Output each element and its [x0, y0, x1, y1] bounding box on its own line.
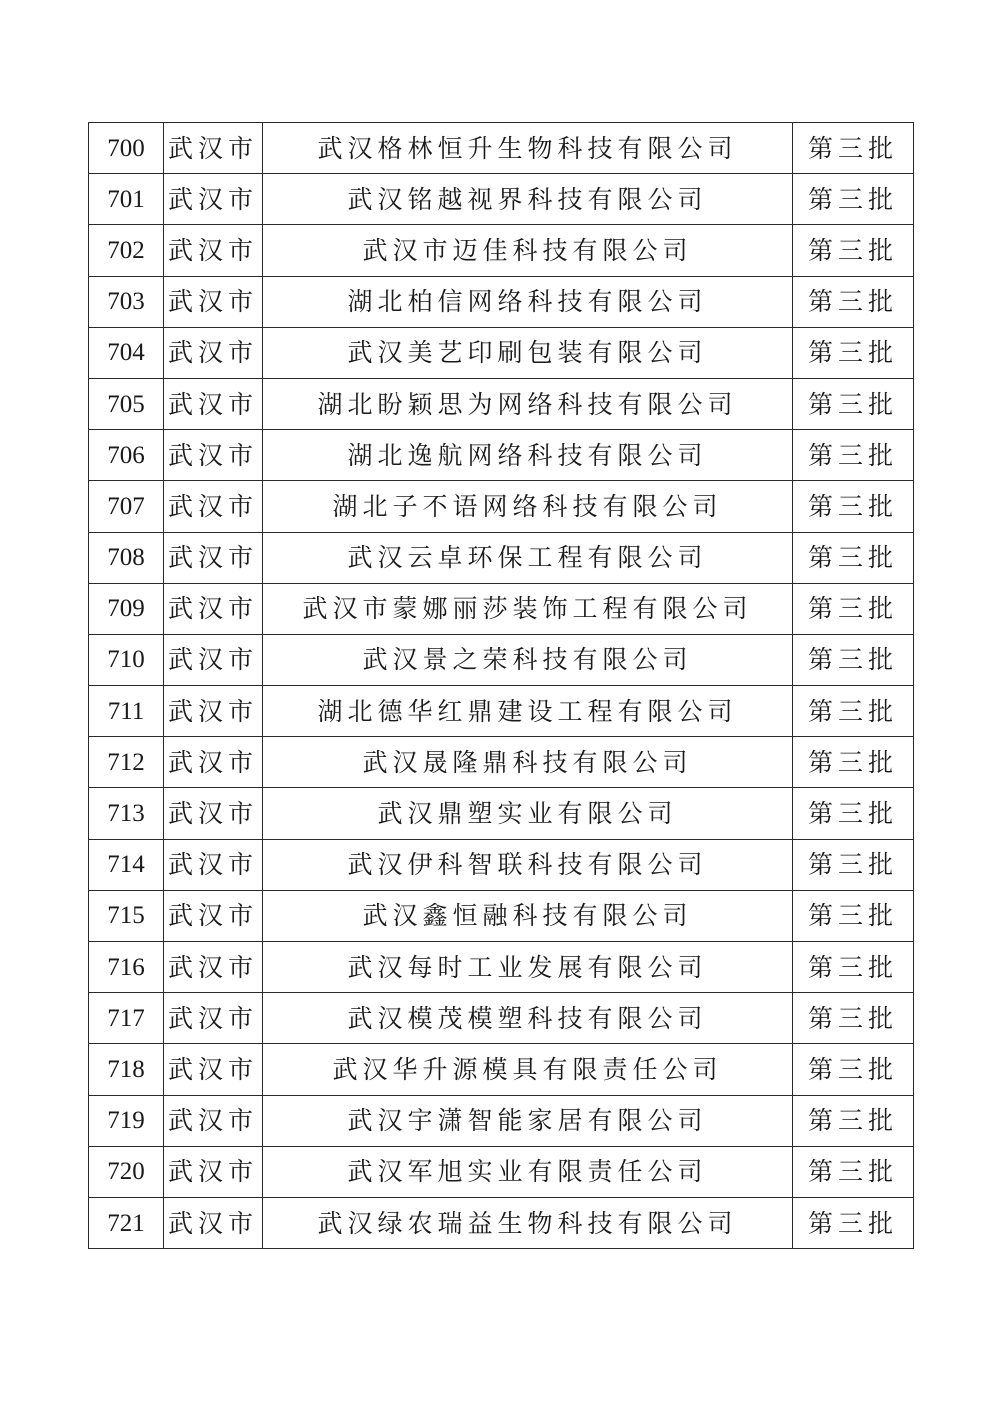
company-name-cell: 武汉晟隆鼎科技有限公司 — [263, 737, 793, 788]
row-number-cell: 707 — [89, 481, 164, 532]
table-row — [89, 583, 914, 634]
company-name-cell: 武汉美艺印刷包装有限公司 — [263, 327, 793, 378]
batch-cell: 第三批 — [793, 942, 914, 993]
company-name-cell: 武汉鑫恒融科技有限公司 — [263, 890, 793, 941]
table-row — [89, 1146, 914, 1197]
batch-cell: 第三批 — [793, 1146, 914, 1197]
company-name-cell: 武汉格林恒升生物科技有限公司 — [263, 123, 793, 174]
city-cell: 武汉市 — [164, 583, 263, 634]
table-row — [89, 686, 914, 737]
company-name-cell: 武汉鼎塑实业有限公司 — [263, 788, 793, 839]
company-name-cell: 武汉宇潇智能家居有限公司 — [263, 1095, 793, 1146]
company-name-cell: 武汉市迈佳科技有限公司 — [263, 225, 793, 276]
company-name-cell: 武汉景之荣科技有限公司 — [263, 634, 793, 685]
company-name-cell: 武汉模茂模塑科技有限公司 — [263, 993, 793, 1044]
batch-cell: 第三批 — [793, 532, 914, 583]
table-row — [89, 225, 914, 276]
batch-cell: 第三批 — [793, 737, 914, 788]
batch-cell: 第三批 — [793, 327, 914, 378]
company-name-cell: 武汉云卓环保工程有限公司 — [263, 532, 793, 583]
batch-cell: 第三批 — [793, 378, 914, 429]
row-number-cell: 702 — [89, 225, 164, 276]
row-number-cell: 709 — [89, 583, 164, 634]
city-cell: 武汉市 — [164, 634, 263, 685]
row-number-cell: 718 — [89, 1044, 164, 1095]
batch-cell: 第三批 — [793, 1044, 914, 1095]
batch-cell: 第三批 — [793, 583, 914, 634]
table-row — [89, 1044, 914, 1095]
table-row — [89, 1095, 914, 1146]
company-name-cell: 湖北盼颖思为网络科技有限公司 — [263, 378, 793, 429]
city-cell: 武汉市 — [164, 839, 263, 890]
row-number-cell: 705 — [89, 378, 164, 429]
batch-cell: 第三批 — [793, 634, 914, 685]
table-body — [89, 123, 914, 1249]
table-row — [89, 942, 914, 993]
table-row — [89, 378, 914, 429]
city-cell: 武汉市 — [164, 942, 263, 993]
row-number-cell: 719 — [89, 1095, 164, 1146]
city-cell: 武汉市 — [164, 890, 263, 941]
batch-cell: 第三批 — [793, 225, 914, 276]
table-row — [89, 327, 914, 378]
batch-cell: 第三批 — [793, 1197, 914, 1248]
city-cell: 武汉市 — [164, 327, 263, 378]
city-cell: 武汉市 — [164, 1095, 263, 1146]
row-number-cell: 716 — [89, 942, 164, 993]
company-name-cell: 武汉市蒙娜丽莎装饰工程有限公司 — [263, 583, 793, 634]
batch-cell: 第三批 — [793, 890, 914, 941]
city-cell: 武汉市 — [164, 378, 263, 429]
company-name-cell: 武汉军旭实业有限责任公司 — [263, 1146, 793, 1197]
batch-cell: 第三批 — [793, 839, 914, 890]
table-row — [89, 839, 914, 890]
row-number-cell: 706 — [89, 430, 164, 481]
table-row — [89, 737, 914, 788]
city-cell: 武汉市 — [164, 430, 263, 481]
city-cell: 武汉市 — [164, 686, 263, 737]
table-row — [89, 1197, 914, 1248]
city-cell: 武汉市 — [164, 481, 263, 532]
table-row — [89, 481, 914, 532]
row-number-cell: 713 — [89, 788, 164, 839]
row-number-cell: 714 — [89, 839, 164, 890]
table-row — [89, 993, 914, 1044]
city-cell: 武汉市 — [164, 225, 263, 276]
table-row — [89, 430, 914, 481]
company-name-cell: 武汉每时工业发展有限公司 — [263, 942, 793, 993]
company-name-cell: 湖北子不语网络科技有限公司 — [263, 481, 793, 532]
batch-cell: 第三批 — [793, 1095, 914, 1146]
company-name-cell: 武汉铭越视界科技有限公司 — [263, 174, 793, 225]
row-number-cell: 711 — [89, 686, 164, 737]
row-number-cell: 715 — [89, 890, 164, 941]
batch-cell: 第三批 — [793, 993, 914, 1044]
row-number-cell: 703 — [89, 276, 164, 327]
city-cell: 武汉市 — [164, 123, 263, 174]
row-number-cell: 721 — [89, 1197, 164, 1248]
company-list-table — [88, 122, 914, 1249]
city-cell: 武汉市 — [164, 737, 263, 788]
table-row — [89, 123, 914, 174]
row-number-cell: 712 — [89, 737, 164, 788]
batch-cell: 第三批 — [793, 174, 914, 225]
batch-cell: 第三批 — [793, 788, 914, 839]
company-name-cell: 湖北逸航网络科技有限公司 — [263, 430, 793, 481]
city-cell: 武汉市 — [164, 993, 263, 1044]
table-row — [89, 174, 914, 225]
batch-cell: 第三批 — [793, 123, 914, 174]
batch-cell: 第三批 — [793, 430, 914, 481]
company-name-cell: 武汉伊科智联科技有限公司 — [263, 839, 793, 890]
city-cell: 武汉市 — [164, 276, 263, 327]
table-row — [89, 532, 914, 583]
table-row — [89, 634, 914, 685]
row-number-cell: 710 — [89, 634, 164, 685]
row-number-cell: 704 — [89, 327, 164, 378]
row-number-cell: 708 — [89, 532, 164, 583]
company-name-cell: 湖北柏信网络科技有限公司 — [263, 276, 793, 327]
table-row — [89, 890, 914, 941]
city-cell: 武汉市 — [164, 1197, 263, 1248]
city-cell: 武汉市 — [164, 788, 263, 839]
city-cell: 武汉市 — [164, 532, 263, 583]
batch-cell: 第三批 — [793, 276, 914, 327]
city-cell: 武汉市 — [164, 1146, 263, 1197]
table-row — [89, 788, 914, 839]
city-cell: 武汉市 — [164, 1044, 263, 1095]
batch-cell: 第三批 — [793, 686, 914, 737]
row-number-cell: 701 — [89, 174, 164, 225]
row-number-cell: 717 — [89, 993, 164, 1044]
table-row — [89, 276, 914, 327]
row-number-cell: 720 — [89, 1146, 164, 1197]
row-number-cell: 700 — [89, 123, 164, 174]
company-name-cell: 武汉华升源模具有限责任公司 — [263, 1044, 793, 1095]
company-name-cell: 湖北德华红鼎建设工程有限公司 — [263, 686, 793, 737]
company-name-cell: 武汉绿农瑞益生物科技有限公司 — [263, 1197, 793, 1248]
batch-cell: 第三批 — [793, 481, 914, 532]
city-cell: 武汉市 — [164, 174, 263, 225]
